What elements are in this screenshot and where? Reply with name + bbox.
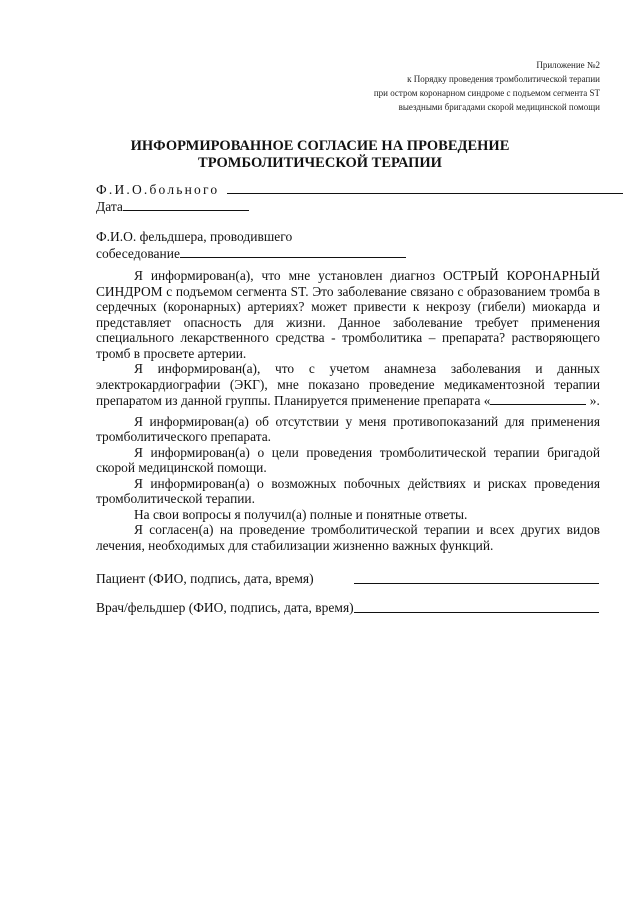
- patient-name-row: [96, 181, 623, 198]
- patient-name-field[interactable]: [227, 181, 623, 194]
- paragraph-risks: Я информирован(а) о возможных побочных действиях и рисках проведения тромболитической терапии.: [96, 475, 600, 506]
- patient-signature-field[interactable]: [354, 583, 599, 584]
- patient-signature-label: Пациент (ФИО, подпись, дата, время): [96, 571, 314, 586]
- appendix-condition-ref: при остром коронарном синдроме с подъемом сегмента ST: [373, 88, 600, 98]
- drug-name-field[interactable]: [490, 392, 586, 405]
- paramedic-name-field[interactable]: [180, 245, 406, 258]
- consent-body: [96, 268, 600, 553]
- appendix-order-ref: к Порядку проведения тромболитической терапии: [407, 74, 600, 84]
- doctor-signature-label: Врач/фельдшер (ФИО, подпись, дата, время): [96, 600, 354, 615]
- date-field[interactable]: [123, 198, 249, 211]
- title-line-2: ТРОМБОЛИТИЧЕСКОЙ ТЕРАПИИ: [198, 155, 442, 171]
- title-line-1: ИНФОРМИРОВАННОЕ СОГЛАСИЕ НА ПРОВЕДЕНИЕ: [130, 138, 510, 154]
- paramedic-label-row: [96, 228, 292, 245]
- paragraph-indication: [96, 361, 600, 409]
- appendix-teams-ref: выездными бригадами скорой медицинской помощи: [398, 102, 600, 112]
- paramedic-label-line1: Ф.И.О. фельдшера, проводившего: [96, 229, 293, 244]
- date-label: Дата: [96, 199, 123, 214]
- paragraph-contraindications: Я информирован(а) об отсутствии у меня противопоказаний для применения тромболитического препарата.: [96, 413, 600, 444]
- appendix-header: [300, 58, 600, 114]
- paragraph-indication-text: Я информирован(а), что с учетом анамнеза заболевания и данных электрокардиографии (ЭКГ), мне показано проведение медикаментозной терапии препаратом из данной группы. Планируется применение препарата «: [96, 361, 600, 408]
- paramedic-name-row: [96, 245, 406, 262]
- paragraph-diagnosis: Я информирован(а), что мне установлен диагноз ОСТРЫЙ КОРОНАРНЫЙ СИНДРОМ с подъемом сегмента ST. Это заболевание связано с образованием тромба в сердечных (коронарных) артериях? может привести к некрозу (гибели) миокарда и представляет опасность для жизни. Данное заболевание требует применения специального лекарственного средства - тромболитика – препарата? растворяющего тромб в просвете артерии.: [96, 268, 600, 361]
- date-row: [96, 198, 249, 215]
- paragraph-purpose: Я информирован(а) о цели проведения тромболитической терапии бригадой скорой медицинской помощи.: [96, 444, 600, 475]
- document-title: [120, 138, 520, 172]
- paramedic-label-line2: собеседование: [96, 246, 180, 261]
- paragraph-questions: На свои вопросы я получил(а) полные и понятные ответы.: [134, 506, 468, 522]
- paragraph-agreement: Я согласен(а) на проведение тромболитической терапии и всех других видов лечения, необходимых для стабилизации жизненно важных функций.: [96, 522, 600, 553]
- paragraph-indication-close: ».: [589, 393, 600, 408]
- patient-name-label: Ф.И.О.больного: [96, 182, 220, 197]
- appendix-number: Приложение №2: [536, 60, 600, 70]
- doctor-signature-field[interactable]: [354, 612, 599, 613]
